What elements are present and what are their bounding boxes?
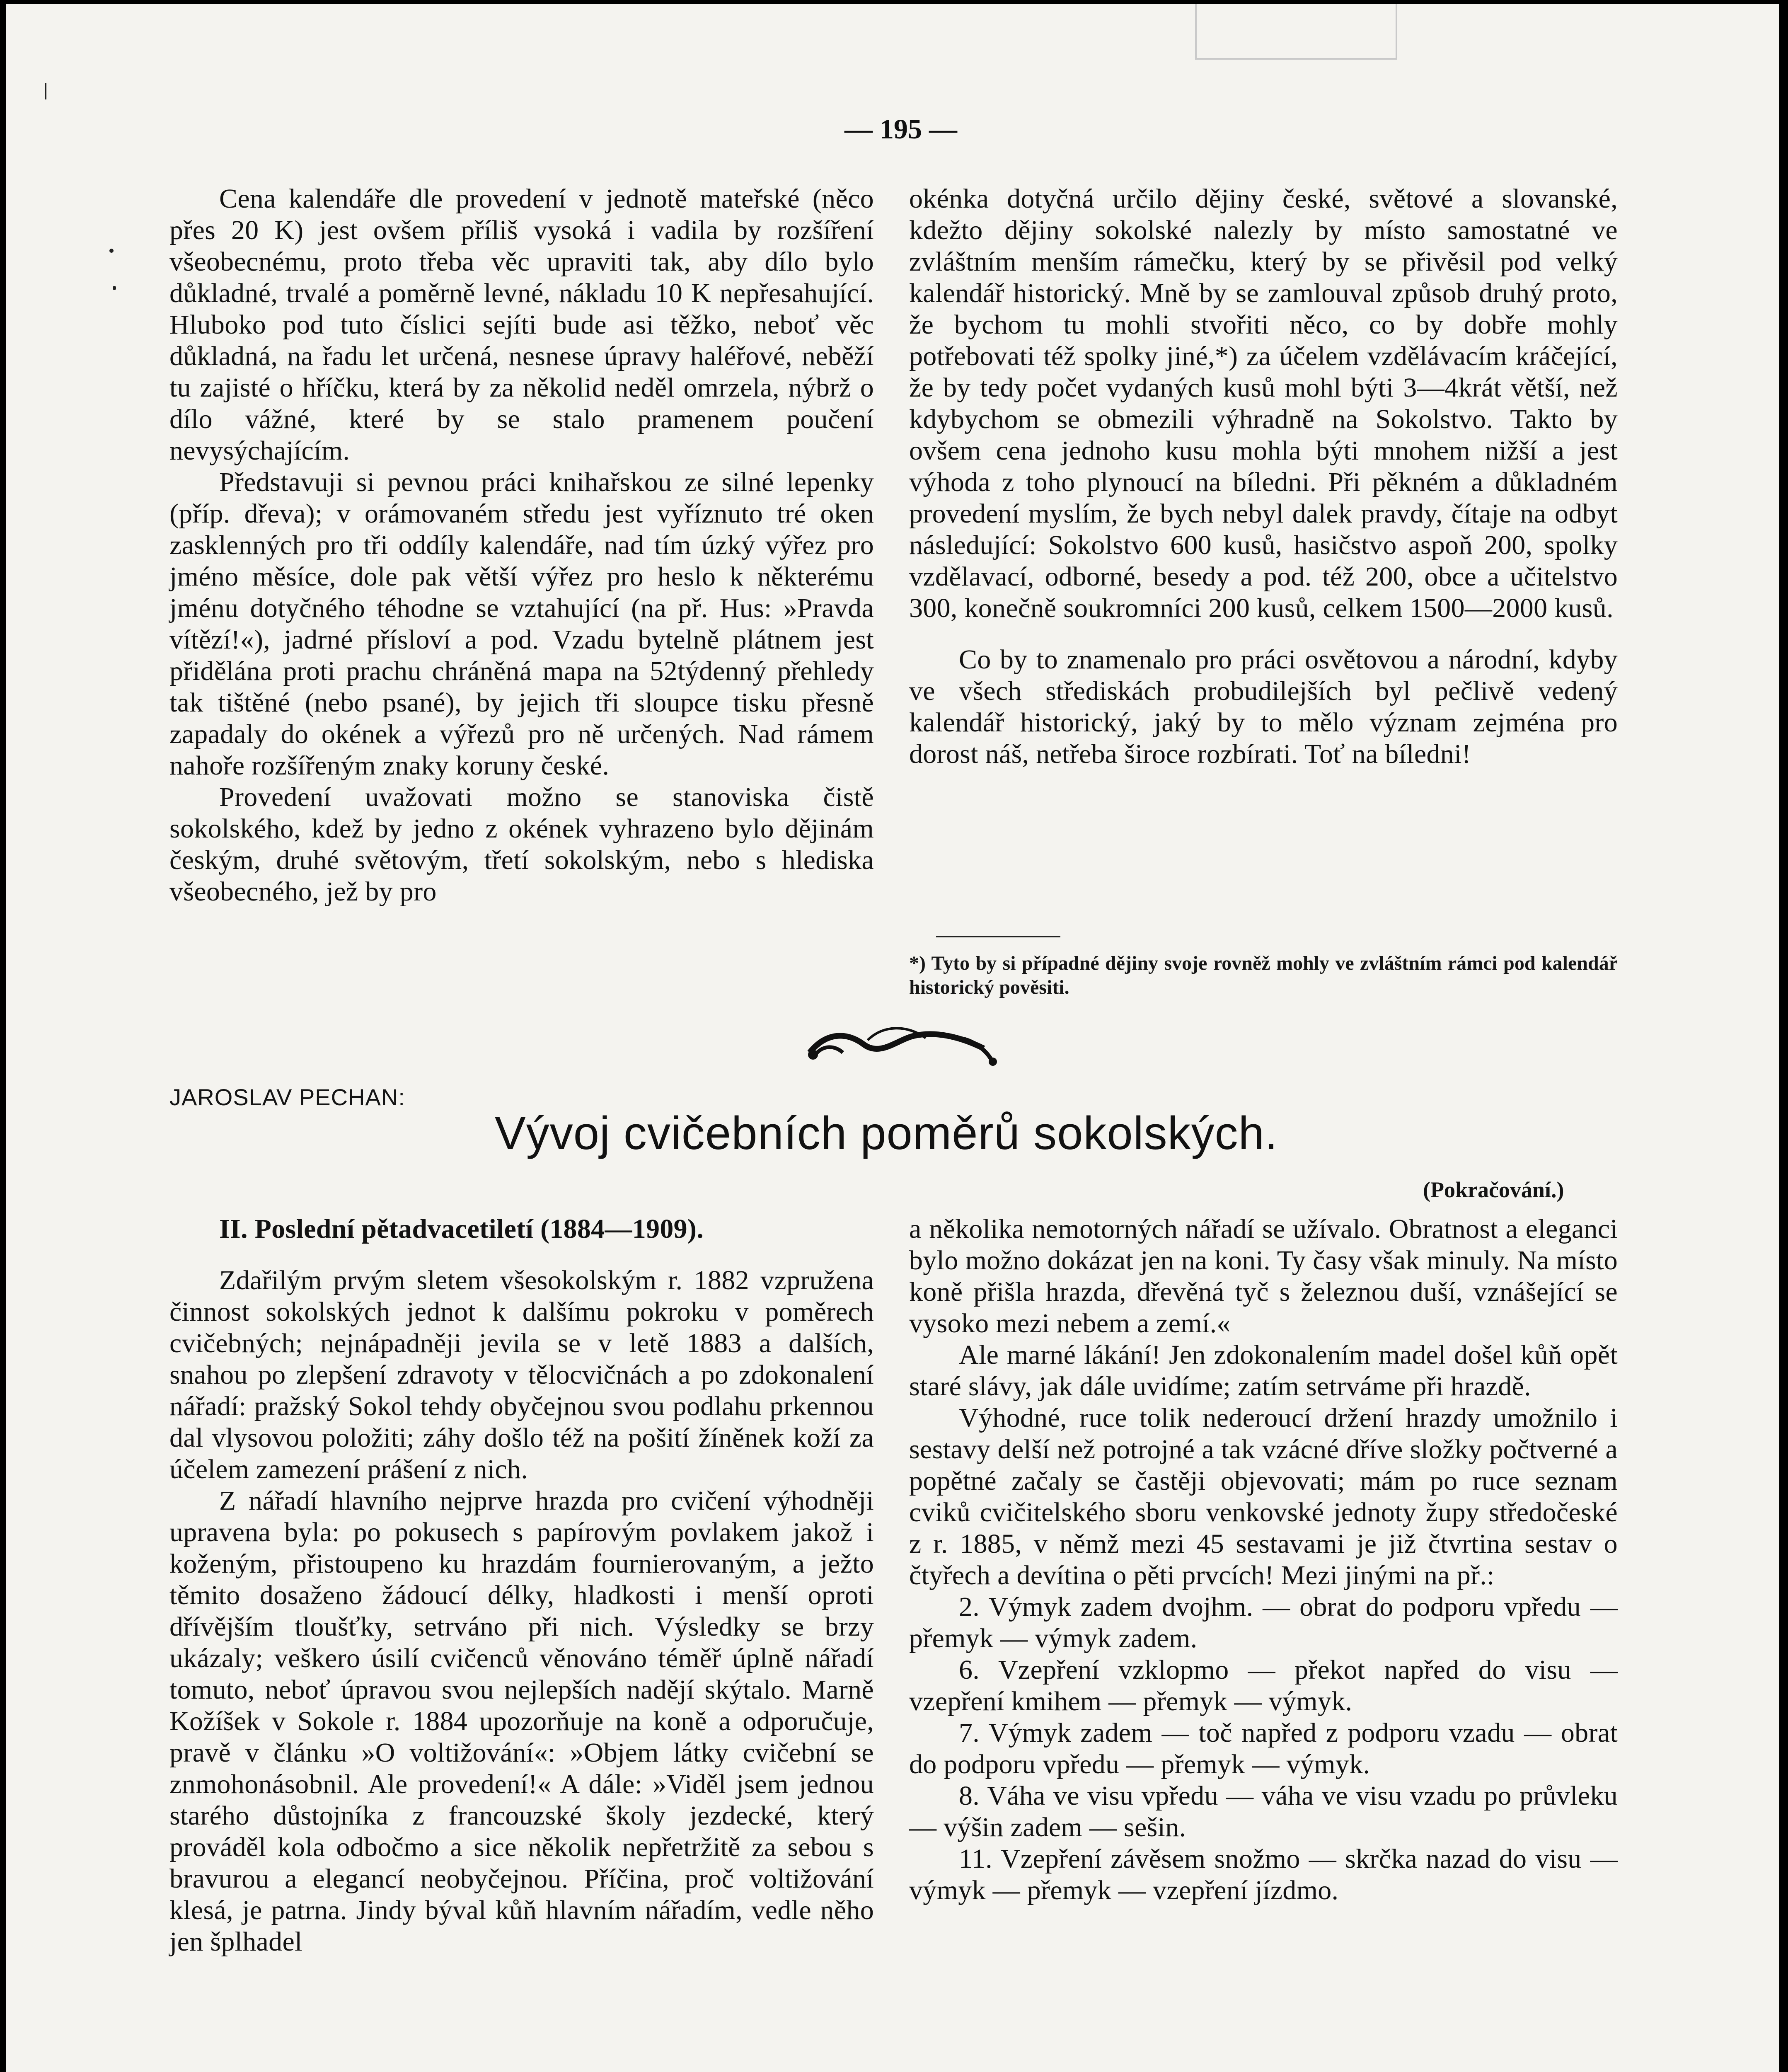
list-item: 7. Výmyk zadem — toč napřed z podporu vzadu — obrat do podporu vpředu — přemyk — výmyk. xyxy=(909,1718,1618,1779)
page-number: — 195 — xyxy=(844,113,957,145)
paragraph: Ale marné lákání! Jen zdokonalením madel došel kůň opět staré slávy, jak dále uvidíme; zatím setrváme při hrazdě. xyxy=(909,1340,1618,1402)
scan-speck xyxy=(109,249,114,253)
scanned-page xyxy=(6,4,1779,2072)
continuation-note: (Pokračování.) xyxy=(1423,1177,1564,1202)
paragraph: Zdařilým prvým sletem všesokolským r. 1882 vzpružena činnost sokolských jednot k dalšímu pokroku v poměrech cvičebných; nejnápadněji jevila se v letě 1883 a dalších, snahou po zlepšení zdravoty v tělocvičnách a po zdokonalení nářadí: pražský Sokol tehdy obyčejnou svou podlahu prkennou dal vlysovou položiti; záhy došlo též na pošití žíněnek koží za účelem zamezení prášení z nich. xyxy=(169,1265,874,1484)
paragraph: Z nářadí hlavního nejprve hrazda pro cvičení výhodněji upravena byla: po pokusech s papírovým povlakem jakož i koženým, přistoupeno ku hrazdám fournierovaným, a ježto těmito dosaženo žádoucí délky, hladkosti i menší oproti dřívějším tloušťky, setrváno při nich. Výsledky se brzy ukázaly; veškero úsilí cvičenců věnováno téměř úplně nářadí tomuto, neboť úpravou svou nejlepších nadějí skýtalo. Marně Kožíšek v Sokole r. 1884 upozorňuje na koně a odporučuje, pravě v článku »O voltižování«: »Objem látky cvičební se znmohonásobnil. Ale provedení!« A dále: »Viděl jsem jednou starého důstojníka z francouzské školy jezdecké, který prováděl kola odbočmo a sice několik nepřetržitě za sebou s bravurou a elegancí neobyčejnou. Příčina, proč voltižování klesá, je patrna. Jindy býval kůň hlavním nářadím, vedle něho jen šplhadel xyxy=(169,1486,874,1957)
paragraph: a několika nemotorných nářadí se užívalo. Obratnost a eleganci bylo možno dokázat jen na koni. Ty časy však minuly. Na místo koně přišla hrazda, dřevěná tyč s železnou duší, vznášející se vysoko mezi nebem a zemí.« xyxy=(909,1214,1618,1339)
ornament-icon xyxy=(801,1015,1000,1073)
list-item: 6. Vzepření vzklopmo — překot napřed do visu — vzepření kmihem — přemyk — výmyk. xyxy=(909,1655,1618,1716)
list-item: 8. Váha ve visu vpředu — váha ve visu vzadu po průvleku — výšin zadem — sešin. xyxy=(909,1781,1618,1842)
lower-right-column xyxy=(909,1213,1618,1906)
paragraph: Provedení uvažovati možno se stanoviska čistě sokolského, kdež by jedno z okének vyhrazeno bylo dějinám českým, druhé světovým, třetí sokolským, nebo s hlediska všeobecného, jež by pro xyxy=(169,782,874,907)
paragraph: Cena kalendáře dle provedení v jednotě mateřské (něco přes 20 K) jest ovšem příliš vysoká i vadila by rozšíření všeobecnému, proto třeba věc upraviti tak, aby dílo bylo důkladné, trvalé a poměrně levné, nákladu 10 K nepřesahující. Hluboko pod tuto číslici sejíti bude asi těžko, neboť věc důkladná, na řadu let určená, nesnese úpravy haléřové, neběží tu zajisté o hříčku, která by za několid neděl omrzela, nýbrž o dílo vážné, které by se stalo pramenem poučení nevysýchajícím. xyxy=(169,184,874,466)
author-byline: JAROSLAV PECHAN: xyxy=(169,1084,405,1110)
list-item: 11. Vzepření závěsem snožmo — skrčka nazad do visu — výmyk — přemyk — vzepření jízdmo. xyxy=(909,1844,1618,1905)
paragraph: Představuji si pevnou práci knihařskou ze silné lepenky (příp. dřeva); v orámovaném středu jest vyříznuto tré oken zasklenných pro tři oddíly kalendáře, nad tím úzký výřez pro jméno měsíce, dole pak větší výřez pro heslo k některému jménu dotyčného téhodne se vztahující (na př. Hus: »Pravda vítězí!«), jadrné přísloví a pod. Vzadu bytelně plátnem jest přidělána proti prachu chráněná mapa na 52týdenný přehledy tak tištěné (nebo psané), by jejich tři sloupce tisku přesně zapadaly do okének a výřezů pro ně určených. Nad rámem nahoře rozšířeným znaky koruny české. xyxy=(169,467,874,781)
paragraph: Výhodné, ruce tolik nederoucí držení hrazdy umožnilo i sestavy delší než potrojné a tak vzácné dříve složky počtverné a popětné začaly se častěji objevovati; mám po ruce seznam cviků cvičitelského sboru venkovské jednoty župy středočeské z r. 1885, v němž mezi 45 sestavami je již čtvrtina sestav o čtyřech a devítina o pěti prvcích! Mezi jinými na př.: xyxy=(909,1403,1618,1590)
scan-speck xyxy=(113,286,116,290)
scan-speck xyxy=(45,83,46,99)
list-item: 2. Výmyk zadem dvojhm. — obrat do podporu vpředu — přemyk — výmyk zadem. xyxy=(909,1592,1618,1653)
upper-left-column xyxy=(169,183,874,908)
footnote: *) Tyto by si případné dějiny svoje rovněž mohly ve zvláštním rámci pod kalendář historický pověsiti. xyxy=(909,952,1618,998)
paragraph: okénka dotyčná určilo dějiny české, světové a slovanské, kdežto dějiny sokolské nalezly by místo samostatné ve zvláštním menším rámečku, který by se přivěsil pod velký kalendář historický. Mně by se zamlouval způsob druhý proto, že bychom tu mohli stvořiti něco, co by dobře mohly potřebovati též spolky jiné,*) za účelem vzdělávacím kráčející, že by tedy počet vydaných kusů mohl býti 3—4krát větší, než kdybychom se obmezili výhradně na Sokolstvo. Takto by ovšem cena jednoho kusu mohla býti mnohem nižší a jest výhoda z toho plynoucí na bíledni. Při pěkném a důkladném provedení myslím, že bych nebyl dalek pravdy, čítaje na odbyt následující: Sokolstvo 600 kusů, hasičstvo aspoň 200, spolky vzdělavací, odborné, besedy a pod. též 200, obce a učitelstvo 300, konečně soukromníci 200 kusů, celkem 1500—2000 kusů. xyxy=(909,184,1618,623)
library-stamp-mark xyxy=(1195,4,1397,60)
section-heading: II. Poslední pětadvacetiletí (1884—1909). xyxy=(219,1214,704,1244)
upper-right-column xyxy=(909,183,1618,770)
article-title: Vývoj cvičebních poměrů sokolských. xyxy=(495,1107,1278,1159)
footnote-rule xyxy=(936,936,1060,937)
lower-left-column xyxy=(169,1213,874,1958)
paragraph: Co by to znamenalo pro práci osvětovou a národní, kdyby ve všech střediskách probudilejších byl pečlivě vedený kalendář historický, jaký by to mělo význam zejména pro dorost náš, netřeba široce rozbírati. Toť na bíledni! xyxy=(909,644,1618,769)
